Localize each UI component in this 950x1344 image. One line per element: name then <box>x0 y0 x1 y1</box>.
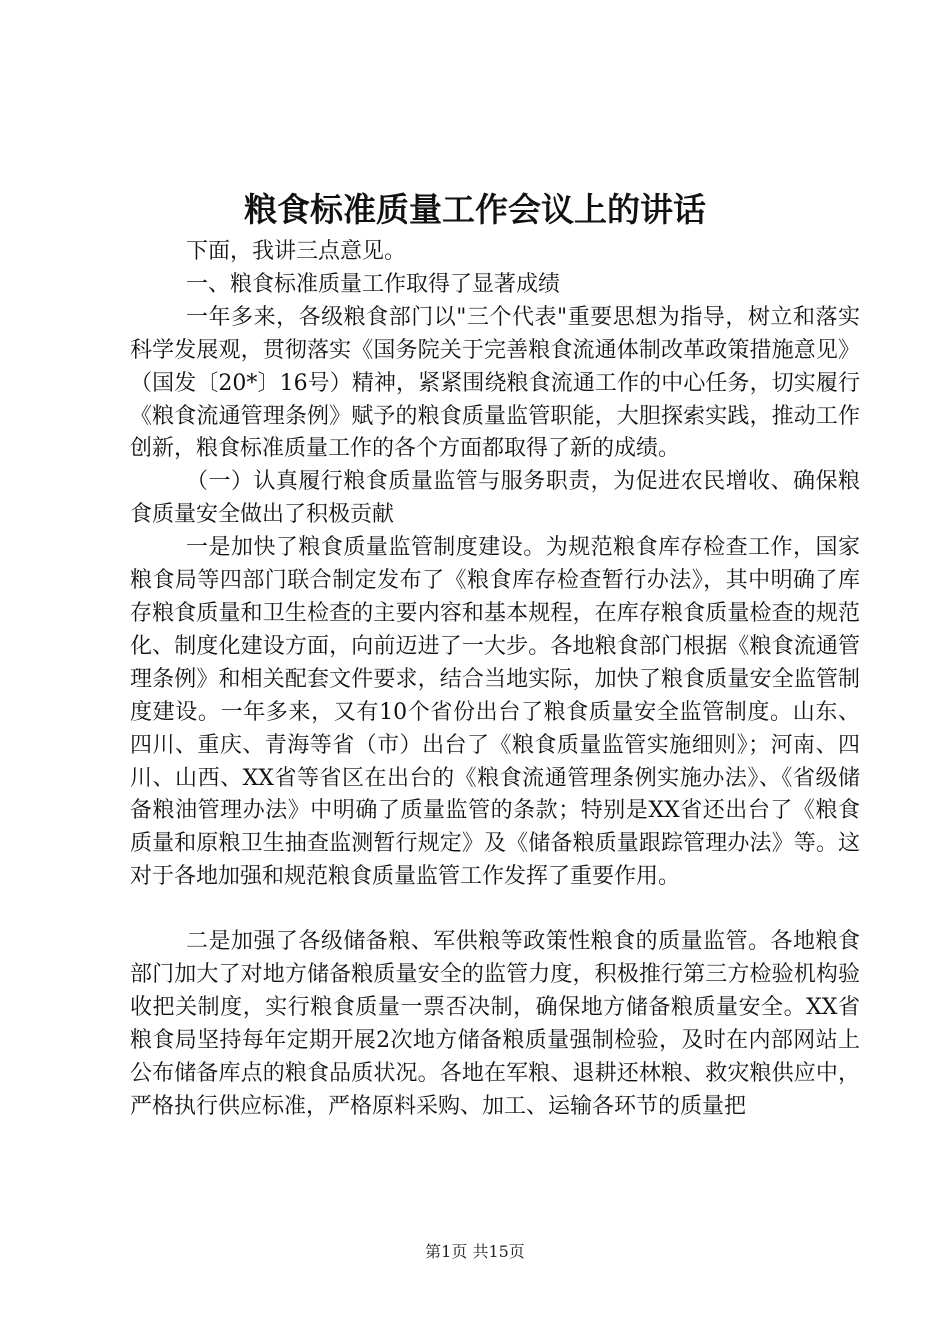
document-title: 粮食标准质量工作会议上的讲话 <box>244 190 706 229</box>
paragraph-point-2: 二是加强了各级储备粮、军供粮等政策性粮食的质量监管。各地粮食部门加大了对地方储备粮质量安全的监管力度，积极推行第三方检验机构验收把关制度，实行粮食质量一票否决制，确保地方储备粮质量安全。XX省粮食局坚持每年定期开展2次地方储备粮质量强制检验，及时在内部网站上公布储备库点的粮食品质状况。各地在军粮、退耕还林粮、救灾粮供应中，严格执行供应标准，严格原料采购、加工、运输各环节的质量把 <box>130 929 860 1119</box>
page-footer: 第1页 共15页 <box>425 1242 525 1261</box>
paragraph-overview: 一年多来，各级粮食部门以"三个代表"重要思想为指导，树立和落实科学发展观，贯彻落实《国务院关于完善粮食流通体制改革政策措施意见》（国发〔20*〕16号）精神，紧紧围绕粮食流通工作的中心任务，切实履行《粮食流通管理条例》赋予的粮食质量监管职能，大胆探索实践，推动工作创新，粮食标准质量工作的各个方面都取得了新的成绩。 <box>130 304 860 462</box>
subsection-heading-1: （一）认真履行粮食质量监管与服务职责，为促进农民增收、确保粮食质量安全做出了积极贡献 <box>130 469 860 528</box>
paragraph-intro: 下面，我讲三点意见。 <box>186 239 407 264</box>
paragraph-gap <box>130 894 860 926</box>
document-body <box>130 236 860 1124</box>
paragraph-point-1: 一是加快了粮食质量监管制度建设。为规范粮食库存检查工作，国家粮食局等四部门联合制定发布了《粮食库存检查暂行办法》，其中明确了库存粮食质量和卫生检查的主要内容和基本规程，在库存粮食质量检查的规范化、制度化建设方面，向前迈进了一大步。各地粮食部门根据《粮食流通管理条例》和相关配套文件要求，结合当地实际，加快了粮食质量安全监管制度建设。一年多来，又有10个省份出台了粮食质量安全监管制度。山东、四川、重庆、青海等省（市）出台了《粮食质量监管实施细则》；河南、四川、山西、XX省等省区在出台的《粮食流通管理条例实施办法》、《省级储备粮油管理办法》中明确了质量监管的条款；特别是XX省还出台了《粮食质量和原粮卫生抽查监测暂行规定》及《储备粮质量跟踪管理办法》等。这对于各地加强和规范粮食质量监管工作发挥了重要作用。 <box>130 535 860 890</box>
section-heading-1: 一、粮食标准质量工作取得了显著成绩 <box>186 271 561 297</box>
